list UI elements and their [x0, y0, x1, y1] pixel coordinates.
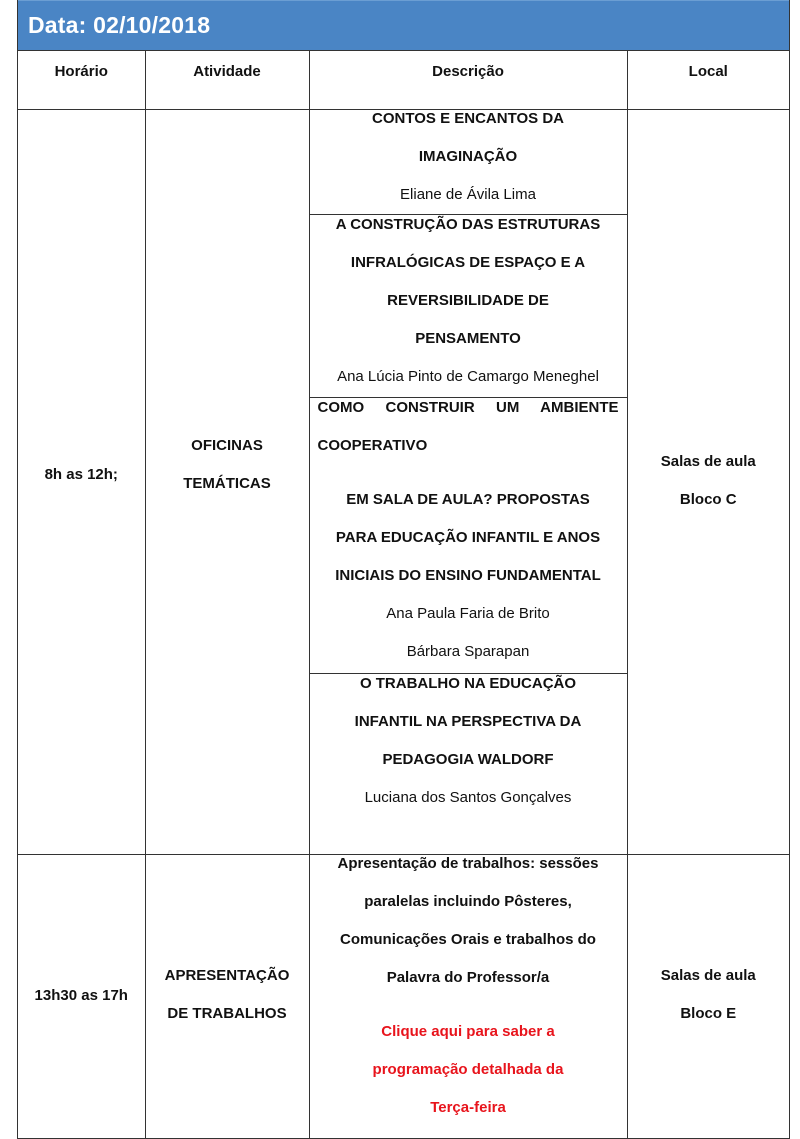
description-line: Apresentação de trabalhos: sessões	[337, 855, 599, 872]
workshop-author: Bárbara Sparapan	[406, 643, 530, 660]
location-cell	[627, 855, 789, 1139]
description-line: Comunicações Orais e trabalhos do	[340, 931, 596, 948]
workshop-title-line: COOPERATIVO	[317, 437, 428, 454]
activity-line: OFICINAS	[191, 437, 263, 454]
workshop-title-line: PARA EDUCAÇÃO INFANTIL E ANOS	[335, 529, 601, 546]
description-cell	[309, 855, 627, 1139]
presentation-description	[310, 845, 627, 1127]
time-text: 8h as 12h;	[44, 465, 118, 483]
workshop-title-line: INFANTIL NA PERSPECTIVA DA	[354, 713, 582, 730]
workshop-title-line: REVERSIBILIDADE DE	[387, 292, 549, 309]
workshop-title-line: A CONSTRUÇÃO DAS ESTRUTURAS	[335, 216, 601, 233]
date-title: Data: 02/10/2018	[28, 12, 211, 38]
time-cell	[18, 110, 145, 855]
schedule-table	[18, 51, 789, 1139]
workshop-title-line: PEDAGOGIA WALDORF	[382, 751, 554, 768]
schedule-details-link[interactable]: Clique aqui para saber a	[381, 1023, 555, 1040]
location-cell	[627, 110, 789, 855]
schedule-details-link[interactable]: Terça-feira	[430, 1099, 506, 1116]
time-cell	[18, 855, 145, 1139]
schedule-details-link[interactable]: programação detalhada da	[372, 1061, 564, 1078]
location-line: Salas de aula	[660, 453, 756, 470]
time-text: 13h30 as 17h	[34, 986, 128, 1004]
workshop-author: Ana Paula Faria de Brito	[386, 605, 550, 622]
workshop-title-line: EM SALA DE AULA? PROPOSTAS	[346, 491, 590, 508]
location-line: Bloco E	[680, 1004, 737, 1022]
description-line: paralelas incluindo Pôsteres,	[364, 893, 572, 910]
workshop-author: Eliane de Ávila Lima	[400, 186, 536, 203]
column-header-time: Horário	[18, 51, 145, 110]
table-row-morning	[18, 110, 789, 855]
activity-cell	[145, 855, 309, 1139]
workshop-title-line: IMAGINAÇÃO	[418, 148, 518, 165]
workshop-title-line: COMO CONSTRUIR UM AMBIENTE	[317, 399, 619, 416]
activity-line: DE TRABALHOS	[167, 1004, 287, 1022]
description-cell	[309, 110, 627, 855]
workshop-title-line: PENSAMENTO	[415, 330, 521, 347]
workshop-title-line: CONTOS E ENCANTOS DA	[372, 110, 564, 127]
schedule-page	[17, 0, 790, 1139]
workshop-title-line: INICIAIS DO ENSINO FUNDAMENTAL	[335, 567, 601, 584]
workshop-title-line: O TRABALHO NA EDUCAÇÃO	[359, 675, 577, 692]
date-header-bar	[18, 0, 789, 51]
workshop-title-line: INFRALÓGICAS DE ESPAÇO E A	[350, 254, 586, 271]
table-row-afternoon	[18, 855, 789, 1139]
activity-line: APRESENTAÇÃO	[164, 966, 290, 984]
workshop-4	[310, 665, 627, 819]
activity-cell	[145, 110, 309, 855]
description-line: Palavra do Professor/a	[386, 969, 550, 986]
activity-line: TEMÁTICAS	[183, 475, 271, 492]
workshop-1	[310, 100, 627, 215]
workshop-3	[310, 389, 627, 674]
workshop-author: Ana Lúcia Pinto de Camargo Meneghel	[337, 368, 599, 385]
column-header-location: Local	[627, 51, 789, 110]
workshop-2	[310, 206, 627, 398]
location-line: Salas de aula	[660, 966, 756, 984]
location-line: Bloco C	[679, 491, 737, 508]
column-header-activity: Atividade	[145, 51, 309, 110]
workshop-author: Luciana dos Santos Gonçalves	[364, 789, 572, 806]
column-header-description: Descrição	[309, 51, 627, 110]
